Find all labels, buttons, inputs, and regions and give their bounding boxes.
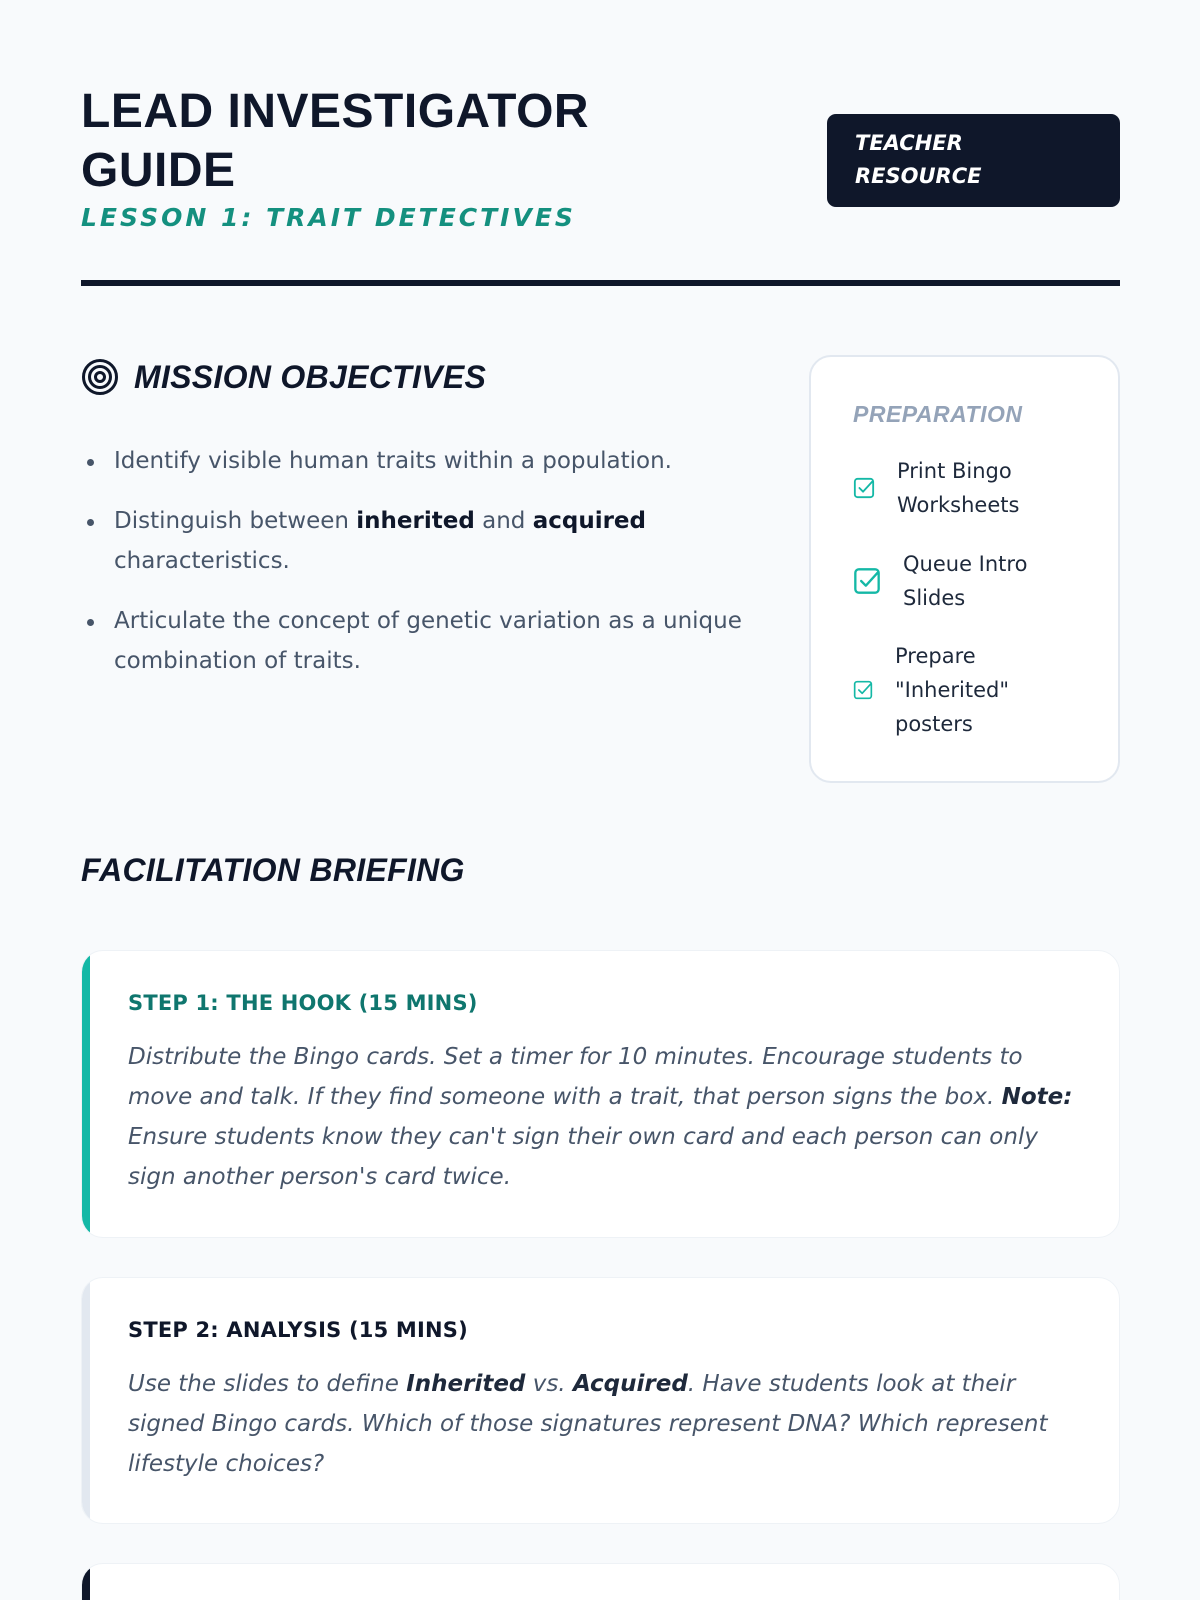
body-text: . Have students look at their signed Bingo cards. Which of those signatures represent DNA? Which represent lifestyle choices? <box>128 1371 1048 1477</box>
lesson-subtitle: LESSON 1: TRAIT DETECTIVES <box>81 203 576 232</box>
preparation-card <box>809 355 1120 783</box>
prep-item <box>853 547 1043 615</box>
prep-item-label: Queue Intro Slides <box>903 552 1028 610</box>
step-card <box>81 1277 1120 1524</box>
prep-item <box>853 454 1047 522</box>
objectives-heading <box>81 358 486 396</box>
body-text: Use the slides to define <box>128 1371 407 1397</box>
objectives-title: MISSION OBJECTIVES <box>134 358 487 395</box>
emphasis-text: inherited <box>356 508 475 534</box>
header-divider <box>81 280 1120 286</box>
body-text: vs. <box>525 1371 573 1397</box>
body-text: Identify visible human traits within a population. <box>114 448 672 474</box>
body-text: Articulate the concept of genetic variation as a unique combination of traits. <box>114 608 742 674</box>
checkbox-checked-icon <box>853 680 873 700</box>
body-text: Distribute the Bingo cards. Set a timer for 10 minutes. Encourage students to move and talk. If they find someone with a trait, that person signs the box. <box>128 1044 1023 1110</box>
objectives-list <box>114 441 774 701</box>
emphasis-text: Inherited <box>406 1371 526 1397</box>
emphasis-text: Acquired <box>572 1371 688 1397</box>
step-heading: STEP 2: ANALYSIS (15 MINS) <box>128 1318 468 1342</box>
body-text: and <box>474 508 533 534</box>
objective-item <box>114 601 774 681</box>
prep-item-label: Prepare "Inherited" posters <box>895 644 1010 736</box>
step-body <box>128 1037 1088 1197</box>
emphasis-text: Note: <box>1001 1084 1073 1110</box>
target-icon <box>81 358 119 396</box>
objective-item <box>114 501 774 581</box>
step-accent-bar <box>82 1278 90 1523</box>
body-text: characteristics. <box>114 548 290 574</box>
objective-item <box>114 441 774 481</box>
step-heading: STEP 1: THE HOOK (15 MINS) <box>128 991 478 1015</box>
teacher-resource-badge: TEACHER RESOURCE <box>827 114 1120 207</box>
preparation-title: PREPARATION <box>853 401 1023 427</box>
facilitation-title: FACILITATION BRIEFING <box>81 852 465 888</box>
lesson-guide-page <box>81 0 1120 1600</box>
prep-item <box>853 639 1025 741</box>
checkbox-checked-icon <box>853 567 881 595</box>
step-card <box>81 950 1120 1238</box>
emphasis-text: acquired <box>532 508 646 534</box>
step-card <box>81 1563 1120 1600</box>
step-accent-bar <box>82 951 90 1237</box>
body-text: Ensure students know they can't sign their own card and each person can only sign another person's card twice. <box>128 1124 1038 1190</box>
step-body <box>128 1364 1088 1484</box>
prep-item-label: Print Bingo Worksheets <box>897 459 1020 517</box>
body-text: Distinguish between <box>114 508 357 534</box>
page-title: LEAD INVESTIGATOR GUIDE <box>81 85 590 197</box>
checkbox-checked-icon <box>853 477 875 499</box>
step-accent-bar <box>82 1564 90 1600</box>
